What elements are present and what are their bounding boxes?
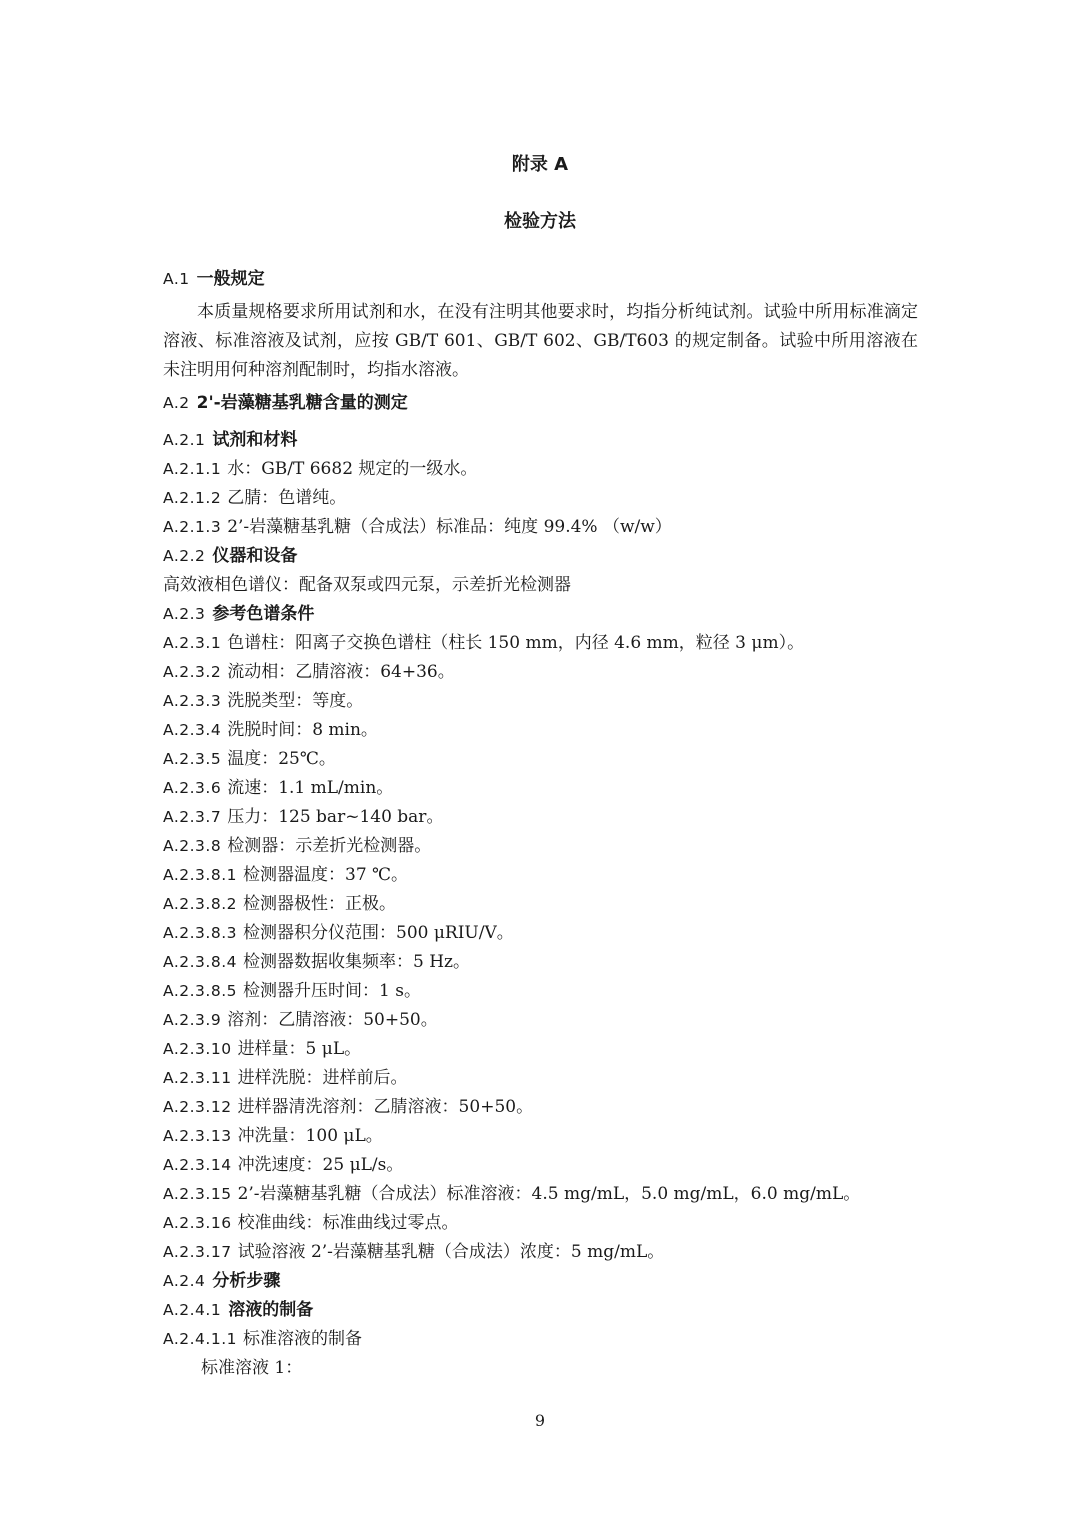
item-text: 冲洗速度：25 μL/s。	[237, 1155, 404, 1175]
heading-text: 溶液的制备	[228, 1300, 314, 1320]
item-number: A.2.3.13	[163, 1127, 232, 1145]
condition-item	[163, 1180, 923, 1209]
heading-a1	[163, 265, 923, 294]
item-number: A.2.3.17	[163, 1243, 232, 1261]
item-number: A.2.3.8.3	[163, 924, 237, 942]
heading-number: A.2.4	[163, 1272, 206, 1290]
instrument-text: 高效液相色谱仪：配备双泵或四元泵，示差折光检测器	[163, 575, 571, 595]
condition-item	[163, 1064, 923, 1093]
item-text: 溶剂：乙腈溶液：50+50。	[227, 1010, 438, 1030]
item-number: A.2.3.8.2	[163, 895, 237, 913]
heading-text: 参考色谱条件	[212, 604, 315, 624]
heading-a23	[163, 600, 923, 629]
item-number: A.2.3.15	[163, 1185, 232, 1203]
item-number: A.2.3.10	[163, 1040, 232, 1058]
item-number: A.2.3.11	[163, 1069, 232, 1087]
heading-a241	[163, 1296, 923, 1325]
item-number: A.2.3.5	[163, 750, 222, 768]
general-rules-paragraph: 本质量规格要求所用试剂和水，在没有注明其他要求时，均指分析纯试剂。试验中所用标准滴定溶液、标准溶液及试剂，应按 GB/T 601、GB/T 602、GB/T603 的规定制备。试验中所用溶液在未注明用何种溶剂配制时，均指水溶液。	[163, 302, 918, 380]
heading-text: 分析步骤	[212, 1271, 281, 1291]
condition-item	[163, 745, 923, 774]
item-text: 检测器极性：正极。	[243, 894, 396, 914]
item-text: 检测器数据收集频率：5 Hz。	[243, 952, 471, 972]
condition-item	[163, 658, 923, 687]
heading-number: A.2	[163, 394, 190, 412]
condition-item	[163, 1209, 923, 1238]
reagents-list	[163, 455, 923, 542]
item-text: 压力：125 bar~140 bar。	[227, 807, 444, 827]
item-number: A.2.1.3	[163, 518, 222, 536]
item-text: 流动相：乙腈溶液：64+36。	[227, 662, 455, 682]
appendix-title: 附录 A	[511, 154, 569, 175]
item-number: A.2.4.1.1	[163, 1330, 237, 1348]
item-number: A.2.3.16	[163, 1214, 232, 1232]
condition-item	[163, 803, 923, 832]
condition-item	[163, 1122, 923, 1151]
condition-item	[163, 977, 923, 1006]
item-number: A.2.1.2	[163, 489, 222, 507]
item-number: A.2.3.8.1	[163, 866, 237, 884]
heading-number: A.1	[163, 270, 190, 288]
item-number: A.2.3.14	[163, 1156, 232, 1174]
condition-item	[163, 774, 923, 803]
item-text: 温度：25℃。	[227, 749, 336, 769]
item-text: 进样量：5 μL。	[237, 1039, 362, 1059]
heading-a2	[163, 389, 923, 418]
heading-number: A.2.1	[163, 431, 206, 449]
item-number: A.2.3.1	[163, 634, 222, 652]
item-number: A.2.3.8.5	[163, 982, 237, 1000]
item-text: 冲洗量：100 μL。	[237, 1126, 383, 1146]
heading-text: 2'-岩藻糖基乳糖含量的测定	[196, 393, 408, 413]
condition-item	[163, 1151, 923, 1180]
condition-item	[163, 1093, 923, 1122]
document-body	[163, 265, 923, 1383]
reagent-item	[163, 513, 923, 542]
item-text: 乙腈：色谱纯。	[227, 488, 347, 508]
heading-number: A.2.4.1	[163, 1301, 222, 1319]
item-text: 进样洗脱：进样前后。	[237, 1068, 408, 1088]
item-text: 流速：1.1 mL/min。	[227, 778, 394, 798]
item-text: 标准溶液的制备	[243, 1329, 362, 1349]
item-text: 检测器升压时间：1 s。	[243, 981, 421, 1001]
spacer	[163, 418, 923, 426]
condition-item	[163, 1035, 923, 1064]
condition-item	[163, 1006, 923, 1035]
heading-text: 仪器和设备	[212, 546, 298, 566]
item-number: A.2.3.9	[163, 1011, 222, 1029]
section-title: 检验方法	[504, 211, 576, 232]
condition-item	[163, 716, 923, 745]
item-text: 洗脱时间：8 min。	[227, 720, 378, 740]
item-number: A.2.3.8	[163, 837, 222, 855]
heading-a21	[163, 426, 923, 455]
heading-a24	[163, 1267, 923, 1296]
reagent-item	[163, 455, 923, 484]
item-number: A.2.3.3	[163, 692, 222, 710]
item-number: A.2.1.1	[163, 460, 222, 478]
condition-item	[163, 919, 923, 948]
item-number: A.2.3.2	[163, 663, 222, 681]
standard-solution-1-label: 标准溶液 1：	[201, 1358, 303, 1378]
condition-item	[163, 890, 923, 919]
condition-item	[163, 832, 923, 861]
item-number: A.2.3.6	[163, 779, 222, 797]
heading-text: 试剂和材料	[212, 430, 298, 450]
item-number: A.2.3.4	[163, 721, 222, 739]
item-text: 2’-岩藻糖基乳糖（合成法）标准品：纯度 99.4% （w/w）	[227, 517, 672, 537]
item-number: A.2.3.12	[163, 1098, 232, 1116]
item-text: 进样器清洗溶剂：乙腈溶液：50+50。	[237, 1097, 534, 1117]
item-number: A.2.3.8.4	[163, 953, 237, 971]
page-number: 9	[534, 1411, 546, 1430]
condition-item	[163, 948, 923, 977]
item-text: 洗脱类型：等度。	[227, 691, 364, 711]
heading-text: 一般规定	[196, 269, 265, 289]
reagent-item	[163, 484, 923, 513]
item-a2411	[163, 1325, 923, 1354]
chromatography-conditions-list	[163, 629, 923, 1267]
item-text: 校准曲线：标准曲线过零点。	[237, 1213, 459, 1233]
item-text: 试验溶液 2’-岩藻糖基乳糖（合成法）浓度：5 mg/mL。	[237, 1242, 665, 1262]
condition-item	[163, 687, 923, 716]
heading-number: A.2.3	[163, 605, 206, 623]
item-text: 检测器积分仪范围：500 μRIU/V。	[243, 923, 514, 943]
heading-a22	[163, 542, 923, 571]
item-text: 2’-岩藻糖基乳糖（合成法）标准溶液：4.5 mg/mL，5.0 mg/mL，6.0 mg/mL。	[237, 1184, 861, 1204]
item-text: 水：GB/T 6682 规定的一级水。	[227, 459, 478, 479]
item-number: A.2.3.7	[163, 808, 222, 826]
item-text: 检测器：示差折光检测器。	[227, 836, 432, 856]
item-text: 检测器温度：37 ℃。	[243, 865, 409, 885]
condition-item	[163, 861, 923, 890]
heading-number: A.2.2	[163, 547, 206, 565]
condition-item	[163, 1238, 923, 1267]
condition-item	[163, 629, 923, 658]
item-text: 色谱柱：阳离子交换色谱柱（柱长 150 mm，内径 4.6 mm，粒径 3 μm）。	[227, 633, 805, 653]
